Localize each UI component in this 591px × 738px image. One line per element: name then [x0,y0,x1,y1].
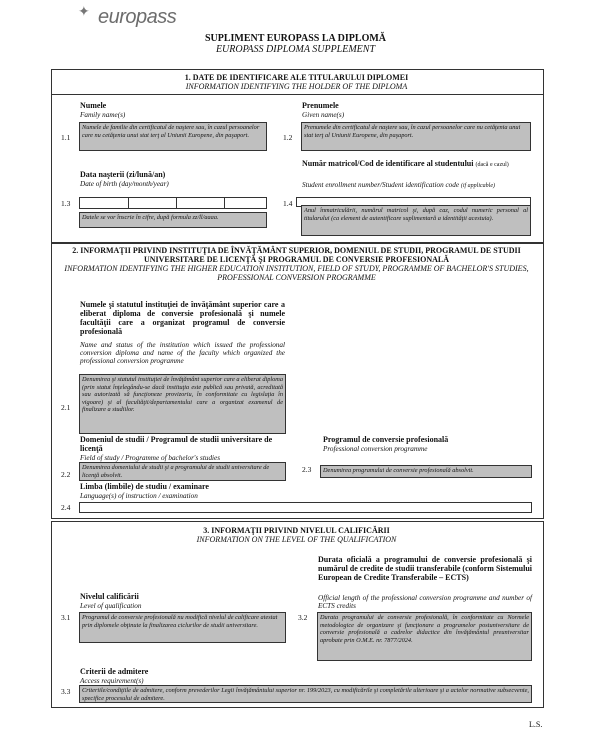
field-3-2-label-en: Official length of the professional conversion programme and number of ECTS credits [318,594,532,610]
field-2-4-label: Limba (limbile) de studiu / examinare [80,482,209,491]
field-2-3-label: Programul de conversie profesională [323,435,449,444]
field-1-4-label-small: (dacă e cazul) [475,162,509,168]
field-1-4-number: 1.4 [283,199,293,208]
field-1-1-label: Numele [80,101,107,110]
field-3-3-number: 3.3 [61,687,71,696]
field-2-1-label: Numele şi statutul instituţiei de învăţământ superior care a eliberat diploma de conversie profesională şi numele facultăţii care a organizat programul de conversie profesională [80,300,285,336]
field-2-2-label: Domeniul de studii / Programul de studii universitare de licenţă [80,435,273,453]
field-1-2-label-en: Given name(s) [302,111,345,119]
field-3-2-number: 3.2 [298,613,308,622]
document-subtitle: EUROPASS DIPLOMA SUPPLEMENT [215,44,376,55]
field-1-4-value[interactable]: Anul înmatriculării, numărul matricol şi, după caz, codul numeric personal al titularului (ca element de autentificare suplimentară a identităţii acestuia). [301,205,531,236]
field-2-3-label-en: Professional conversion programme [323,445,428,453]
section-1-heading [55,73,538,91]
field-3-1-value[interactable]: Programul de conversie profesională nu modifică nivelul de calificare atestat prin diplomele obţinute la finalizarea ciclurilor de studii universitare. [79,612,286,643]
field-1-2-number: 1.2 [283,133,293,142]
logo-text: europass [98,6,177,28]
document-title: SUPLIMENT EUROPASS LA DIPLOMĂ [204,33,387,44]
field-2-1-label-en: Name and status of the institution which issued the professional conversion diploma and name of the faculty which organized the professional conversion programme [80,341,285,365]
field-3-3-label-en: Access requirement(s) [80,677,144,685]
star-icon: ✦ [78,5,90,20]
field-3-1-number: 3.1 [61,613,71,622]
field-1-4-label-en-small: (if applicable) [460,183,495,189]
field-2-2-value[interactable]: Denumirea domeniului de studii şi a programului de studii universitare de licenţă absolvit. [79,462,286,481]
field-2-2-number: 2.2 [61,470,71,479]
section-3-heading [55,526,538,544]
field-1-1-value[interactable]: Numele de familie din certificatul de naştere sau, în cazul persoanelor care nu cetăţenia unui stat terţ al Uniunii Europene, din paşaport. [79,122,267,151]
seal-placeholder: L.S. [529,720,543,729]
europass-logo [78,4,188,32]
section-2-title: 2. INFORMAŢII PRIVIND INSTITUŢIA DE ÎNVĂŢĂMÂNT SUPERIOR, DOMENIUL DE STUDII, PROGRAMUL DE STUDII UNIVERSITARE DE LICENŢĂ ŞI PROGRAMUL DE CONVERSIE PROFESIONALĂ [72,246,521,264]
field-1-4-label-en [302,181,532,190]
field-3-3-value[interactable]: Criteriile/condiţiile de admitere, conform prevederilor Legii învăţământului superior nr. 199/2023, cu modificările şi completările ulterioare şi a actelor normative subsecvente, specifice procesului de admitere. [79,685,532,703]
field-3-2-value[interactable]: Durata programului de conversie profesională, în conformitate cu Normele metodologice de organizare şi funcţionare a programelor postuniversitare de conversie profesională a cadrelor didactice din învăţământul preuniversitar aprobate prin O.M.E. nr. 7877/2024. [317,612,532,661]
section-2-title-en: INFORMATION IDENTIFYING THE HIGHER EDUCATION INSTITUTION, FIELD OF STUDY, PROGRAMME OF BACHELOR'S STUDIES, PROFESSIONAL CONVERSION PROGRAMME [64,264,529,282]
field-1-4-label [302,159,532,170]
field-1-4-label-en-text: Student enrollment number/Student identification code [302,181,460,189]
field-1-2-value[interactable]: Prenumele din certificatul de naştere sau, în cazul persoanelor care nu cetăţenia unui stat terţ al Uniunii Europene, din paşaport. [301,122,531,151]
field-2-4-number: 2.4 [61,503,71,512]
field-1-3-number: 1.3 [61,199,71,208]
field-1-1-label-en: Family name(s) [80,111,126,119]
field-2-1-number: 2.1 [61,403,71,412]
section-2-heading [55,246,538,282]
section-1-title-en: INFORMATION IDENTIFYING THE HOLDER OF THE DIPLOMA [185,82,408,91]
field-1-3-digit-cells [79,197,267,209]
field-2-4-value[interactable] [79,502,532,513]
field-2-3-value[interactable]: Denumirea programului de conversie profesională absolvit. [320,465,532,478]
field-3-1-label: Nivelul calificării [80,592,139,601]
section-3-title-en: INFORMATION ON THE LEVEL OF THE QUALIFICATION [196,535,397,544]
field-3-1-label-en: Level of qualification [80,602,142,610]
field-2-2-label-en: Field of study / Programme of bachelor's studies [80,454,221,462]
field-2-4-label-en: Language(s) of instruction / examination [80,492,198,500]
field-3-3-label: Criterii de admitere [80,667,149,676]
field-1-1-number: 1.1 [61,133,71,142]
section-1-title: 1. DATE DE IDENTIFICARE ALE TITULARULUI DIPLOMEI [184,73,409,82]
field-1-3-label: Data naşterii (zi/lună/an) [80,170,166,179]
section-3-title: 3. INFORMAŢII PRIVIND NIVELUL CALIFICĂRII [203,526,390,535]
field-2-3-number: 2.3 [302,465,312,474]
field-1-4-label-text: Număr matricol/Cod de identificare al studentului [302,159,474,168]
field-1-3-label-en: Date of birth (day/month/year) [80,180,169,188]
field-3-2-label: Durata oficială a programului de conversie profesională şi numărul de credite de studii transferabile (conform Sistemului European de Credite Transferabile – ECTS) [318,555,532,582]
field-2-1-value[interactable]: Denumirea şi statutul instituţiei de învăţământ superior care a eliberat diploma (prin statut înţelegându-se dacă instituţia este publică sau privată, acreditată sau autorizată să funcţioneze provizoriu, în conformitate cu legislaţia în vigoare) şi al facultăţii/departamentului care a organizat examenul de finalizare a studiilor. [79,374,286,434]
field-1-2-label: Prenumele [302,101,339,110]
field-1-3-value[interactable]: Datele se vor înscrie în cifre, după formula zz/ll/aaaa. [79,212,267,228]
